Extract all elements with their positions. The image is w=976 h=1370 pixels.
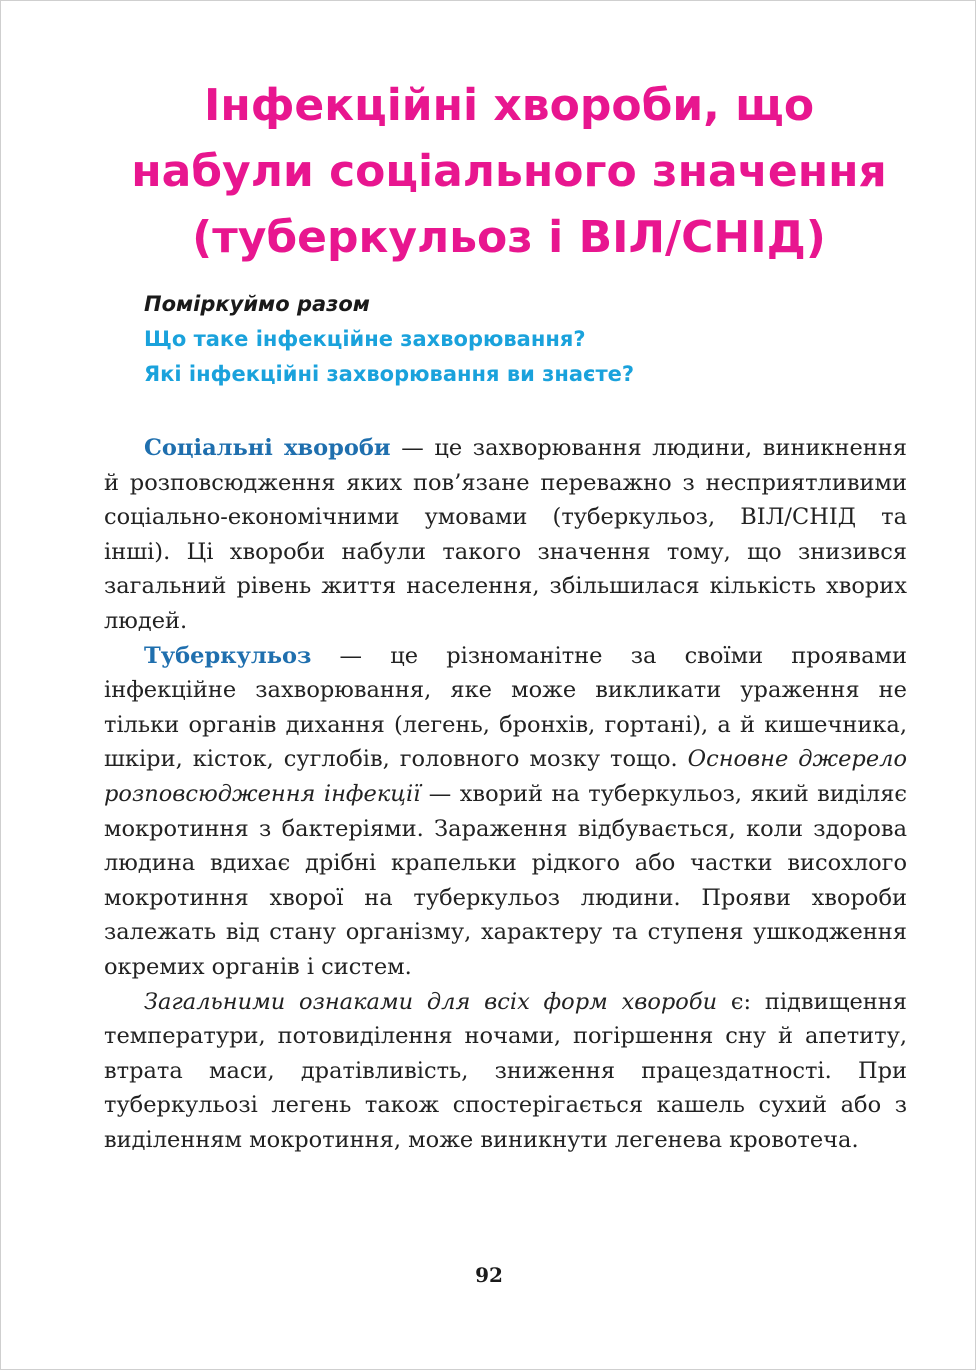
term-tuberculosis: Туберкульоз: [144, 642, 312, 669]
title-line-2: набули соціального значення: [131, 146, 887, 197]
discussion-heading: Поміркуймо разом: [144, 292, 370, 316]
emphasis-general-signs: Загальними ознаками для всіх форм хвороби: [144, 988, 718, 1015]
paragraph-text: — це різноманітне за своїми проявами інфекційне захворювання, яке може викликати ураження не тільки органів дихання (легень, бронхів, гортані), а й кишечника, шкіри, кісток, суглобів, головного мозку тощо.: [104, 642, 907, 773]
discussion-box: [144, 287, 634, 392]
discussion-question-2: Які інфекційні захворювання ви знаєте?: [144, 362, 635, 386]
paragraph-symptoms: [104, 985, 907, 1158]
discussion-question-1: Що таке інфекційне захворювання?: [144, 327, 586, 351]
body-text: [104, 431, 907, 1157]
page-number: 92: [475, 1263, 503, 1287]
emphasis-infection-source: Основне джерело розповсюдження інфекції: [104, 746, 908, 807]
title-line-3: (туберкульоз і ВІЛ/СНІД): [192, 212, 826, 263]
term-social-diseases: Соціальні хвороби: [144, 435, 391, 461]
page-title: [61, 73, 957, 271]
paragraph-social-diseases: [104, 431, 907, 639]
paragraph-text: — хворий на туберкульоз, який виділяє мокротиння з бактеріями. Зараження відбувається, коли здорова людина вдихає дрібні крапельки рідкого або частки висохлого мокротиння хворої на туберкульоз людини. Прояви хвороби залежать від стану організму, характеру та ступеня ушкодження окремих органів і систем.: [104, 780, 907, 980]
paragraph-text: є: підвищення температури, потовиділення ночами, погіршення сну й апетиту, втрата маси, дратівливість, зниження працездатності. При туберкульозі легень також спостерігається кашель сухий або з виділенням мокротиння, може виникнути легенева кровотеча.: [104, 988, 907, 1153]
paragraph-tuberculosis: [104, 639, 907, 985]
paragraph-text: — це захворювання людини, виникнення й розповсюдження яких пов’язане переважно з несприятливими соціально-економічними умовами (туберкульоз, ВІЛ/СНІД та інші). Ці хвороби набули такого значення тому, що знизився загальний рівень життя населення, збільшилася кількість хворих людей.: [104, 435, 907, 634]
title-line-1: Інфекційні хвороби, що: [203, 80, 815, 131]
